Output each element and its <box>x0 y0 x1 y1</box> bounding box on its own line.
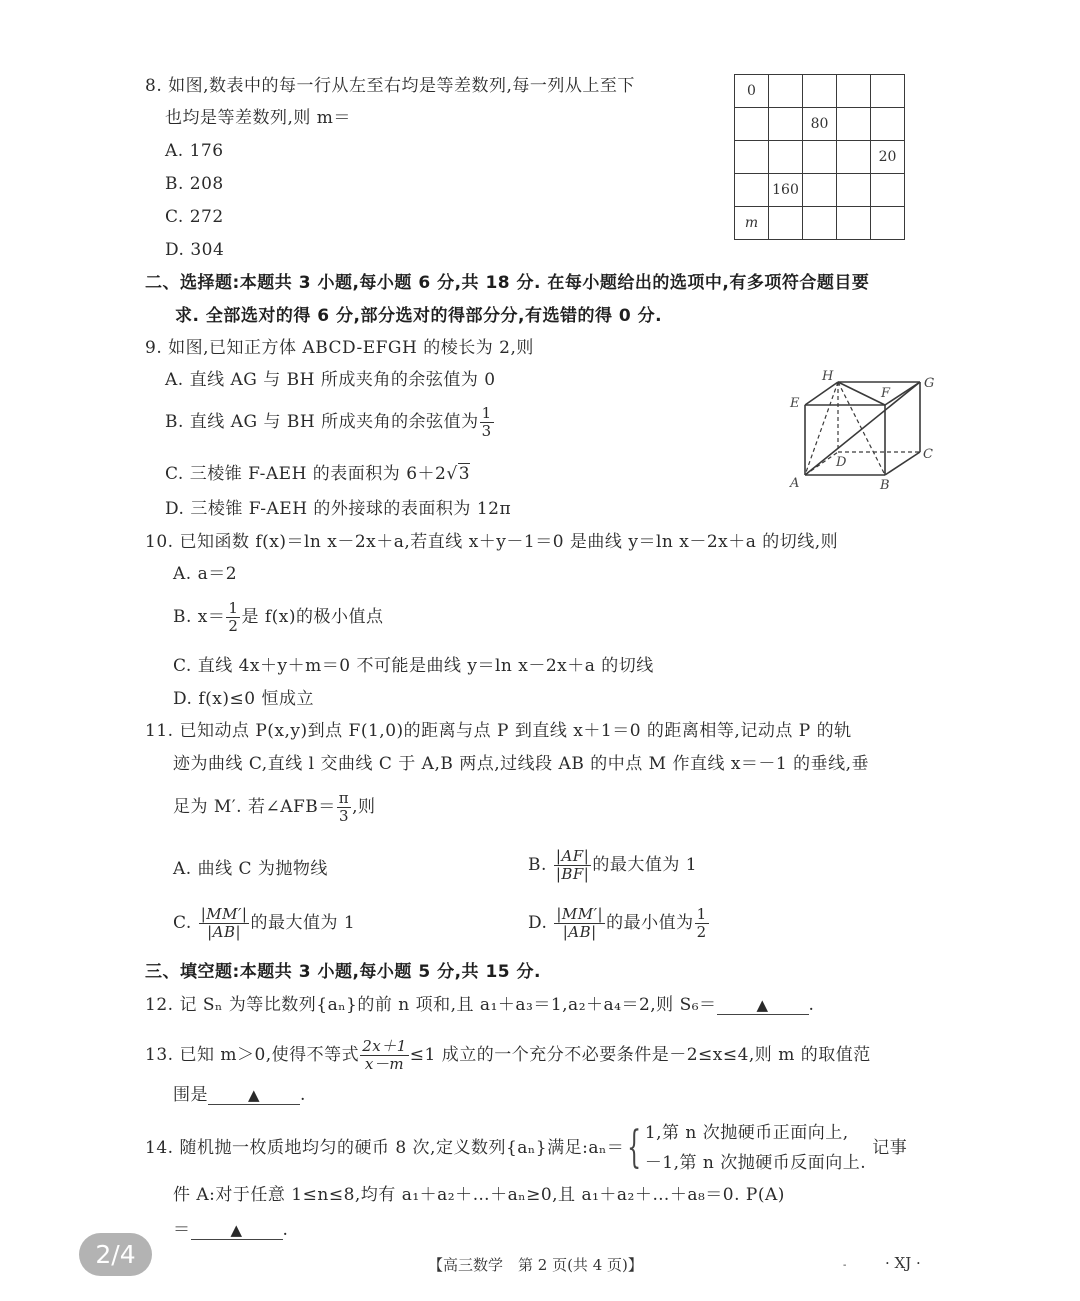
q11-line3-post: ,则 <box>352 797 376 817</box>
q12-stem <box>145 993 814 1017</box>
cube-label-e: E <box>790 396 800 411</box>
fraction <box>337 790 351 825</box>
q9-option-b-text: B. 直线 AG 与 BH 所成夹角的余弦值为 <box>165 412 479 432</box>
q8-stem-line1: 8. 如图,数表中的每一行从左至右均是等差数列,每一列从上至下 <box>145 76 635 96</box>
q13-post: ≤1 成立的一个充分不必要条件是－2≤x≤4,则 m 的取值范 <box>409 1045 871 1065</box>
cube-label-d: D <box>836 455 847 470</box>
q10-option-a: A. a＝2 <box>173 564 238 584</box>
cube-label-a: A <box>790 476 800 491</box>
denominator: |BF| <box>555 865 590 883</box>
denominator: x－m <box>364 1055 405 1073</box>
q8-option-b: B. 208 <box>165 174 224 194</box>
section2-heading-line2: 求. 全部选对的得 6 分,部分选对的得部分分,有选错的得 0 分. <box>175 306 663 326</box>
table-cell <box>837 75 871 108</box>
q11-stem-line2: 迹为曲线 C,直线 l 交曲线 C 于 A,B 两点,过线段 AB 的中点 M 作直线 x＝－1 的垂线,垂 <box>173 754 870 774</box>
q14-pre: 14. 随机抛一枚质地均匀的硬币 8 次,定义数列{aₙ}满足:aₙ＝ <box>145 1138 625 1158</box>
q13-pre: 13. 已知 m＞0,使得不等式 <box>145 1045 360 1065</box>
answer-blank[interactable] <box>208 1086 300 1105</box>
table-cell <box>803 75 837 108</box>
fraction <box>360 1038 409 1073</box>
q11-line3-pre: 足为 M′. 若∠AFB＝ <box>173 797 336 817</box>
table-cell <box>769 75 803 108</box>
q12-text: 12. 记 Sₙ 为等比数列{aₙ}的前 n 项和,且 a₁＋a₃＝1,a₂＋a₄＝2,则 S₆＝ <box>145 995 717 1015</box>
section2-heading-line1: 二、选择题:本题共 3 小题,每小题 6 分,共 18 分. 在每小题给出的选项中,有多项符合题目要 <box>145 273 870 293</box>
period: . <box>300 1085 306 1105</box>
table-cell <box>769 207 803 240</box>
answer-blank[interactable] <box>191 1221 283 1240</box>
denominator: 2 <box>228 617 239 635</box>
q10-option-d: D. f(x)≤0 恒成立 <box>173 689 314 709</box>
q9-option-b <box>165 405 495 440</box>
option-label: C. <box>173 913 192 933</box>
denominator: 3 <box>338 807 349 825</box>
q10-option-c: C. 直线 4x＋y＋m＝0 不可能是曲线 y＝ln x－2x＋a 的切线 <box>173 656 654 676</box>
q11-option-b-post: 的最大值为 1 <box>592 855 698 875</box>
table-cell <box>837 108 871 141</box>
table-cell <box>837 207 871 240</box>
q14-post: 记事 <box>872 1138 908 1158</box>
q13-stem <box>145 1038 871 1073</box>
q11-stem-line3 <box>173 790 376 825</box>
q11-option-d-post: 的最小值为 <box>606 913 694 933</box>
table-cell: 20 <box>871 141 905 174</box>
triangle-icon: ▲ <box>756 996 769 1014</box>
option-label: D. <box>528 913 548 933</box>
table-cell <box>769 141 803 174</box>
sqrt-radicand: 3 <box>458 464 471 484</box>
cube-label-h: H <box>822 369 834 384</box>
q14-stem-line2: 件 A:对于任意 1≤n≤8,均有 a₁＋a₂＋…＋aₙ≥0,且 a₁＋a₂＋…＋a₈＝0. P(A) <box>173 1185 785 1205</box>
numerator: 1 <box>481 404 492 422</box>
table-cell <box>871 207 905 240</box>
table-cell-m: m <box>735 207 769 240</box>
q13-line2-text: 围是 <box>173 1085 208 1105</box>
period: . <box>808 995 815 1015</box>
fraction <box>226 600 240 635</box>
answer-blank[interactable] <box>717 996 809 1015</box>
q10-option-b <box>173 600 384 635</box>
table-cell: 0 <box>735 75 769 108</box>
q11-stem-line1: 11. 已知动点 P(x,y)到点 F(1,0)的距离与点 P 到直线 x＋1＝0 的距离相等,记动点 P 的轨 <box>145 721 852 741</box>
q11-option-c <box>173 906 355 941</box>
q10-option-b-pre: B. x＝ <box>173 607 226 627</box>
q8-option-d: D. 304 <box>165 240 225 260</box>
q14-stem-line3 <box>173 1218 288 1242</box>
q8-number-table <box>734 74 905 240</box>
numerator: 2x＋1 <box>362 1037 407 1055</box>
q11-option-c-post: 的最大值为 1 <box>250 913 356 933</box>
period: . <box>282 1220 289 1240</box>
q8-option-c: C. 272 <box>165 207 224 227</box>
q9-option-a: A. 直线 AG 与 BH 所成夹角的余弦值为 0 <box>165 370 496 390</box>
numerator: |MM′| <box>200 905 248 923</box>
q11-option-a: A. 曲线 C 为抛物线 <box>173 859 328 879</box>
table-cell <box>837 174 871 207</box>
equals: ＝ <box>173 1220 191 1240</box>
denominator: 2 <box>696 923 707 941</box>
numerator: |MM′| <box>556 905 604 923</box>
table-cell <box>735 141 769 174</box>
sqrt-sign: √ <box>446 464 458 484</box>
table-cell <box>837 141 871 174</box>
triangle-icon: ▲ <box>247 1086 261 1104</box>
q9-stem: 9. 如图,已知正方体 ABCD-EFGH 的棱长为 2,则 <box>145 338 534 358</box>
numerator: 1 <box>228 599 239 617</box>
left-brace: { <box>627 1122 642 1173</box>
numerator: |AF| <box>554 848 592 866</box>
table-cell <box>871 75 905 108</box>
case-1: 1,第 n 次抛硬币正面向上, <box>644 1123 849 1143</box>
q8-stem-line2: 也均是等差数列,则 m＝ <box>165 108 351 128</box>
footer-mark: - <box>843 1260 847 1271</box>
section3-heading: 三、填空题:本题共 3 小题,每小题 5 分,共 15 分. <box>145 962 541 982</box>
cube-label-g: G <box>924 376 935 391</box>
option-label: B. <box>528 855 547 875</box>
q10-option-b-post: 是 f(x)的极小值点 <box>241 607 384 627</box>
table-cell <box>871 174 905 207</box>
table-cell: 80 <box>803 108 837 141</box>
table-cell <box>871 108 905 141</box>
table-cell <box>803 141 837 174</box>
piecewise-cases <box>645 1118 866 1178</box>
q13-line2 <box>173 1083 306 1107</box>
q9-option-d: D. 三棱锥 F-AEH 的外接球的表面积为 12π <box>165 499 512 519</box>
table-cell: 160 <box>769 174 803 207</box>
fraction <box>199 906 250 941</box>
fraction <box>554 906 605 941</box>
cube-label-f: F <box>881 386 891 401</box>
q11-option-b <box>528 848 697 883</box>
cube-diagram <box>780 365 950 495</box>
denominator: 3 <box>481 422 492 440</box>
table-cell <box>735 108 769 141</box>
cube-label-c: C <box>923 447 933 462</box>
case-2: －1,第 n 次抛硬币反面向上. <box>644 1153 867 1173</box>
table-cell <box>803 174 837 207</box>
triangle-icon: ▲ <box>230 1221 243 1239</box>
fraction <box>554 848 592 883</box>
denominator: |AB| <box>207 923 242 941</box>
table-cell <box>769 108 803 141</box>
cube-label-b: B <box>880 478 890 493</box>
page-indicator[interactable]: 2/4 <box>79 1233 152 1276</box>
numerator: π <box>338 789 350 807</box>
page-footer: 【高三数学 第 2 页(共 4 页)】 <box>428 1256 643 1274</box>
fraction <box>695 906 709 941</box>
table-cell <box>803 207 837 240</box>
q8-option-a: A. 176 <box>165 141 224 161</box>
q11-option-d <box>528 906 710 941</box>
q14-stem-line1 <box>145 1118 907 1178</box>
q9-option-c <box>165 462 470 486</box>
numerator: 1 <box>696 905 707 923</box>
fraction <box>480 405 494 440</box>
table-cell <box>735 174 769 207</box>
q10-stem: 10. 已知函数 f(x)＝ln x－2x＋a,若直线 x＋y－1＝0 是曲线 y＝ln x－2x＋a 的切线,则 <box>145 532 839 552</box>
denominator: |AB| <box>562 923 597 941</box>
q9-option-c-text: C. 三棱锥 F-AEH 的表面积为 6＋2 <box>165 464 447 484</box>
footer-code: · XJ · <box>885 1254 921 1272</box>
